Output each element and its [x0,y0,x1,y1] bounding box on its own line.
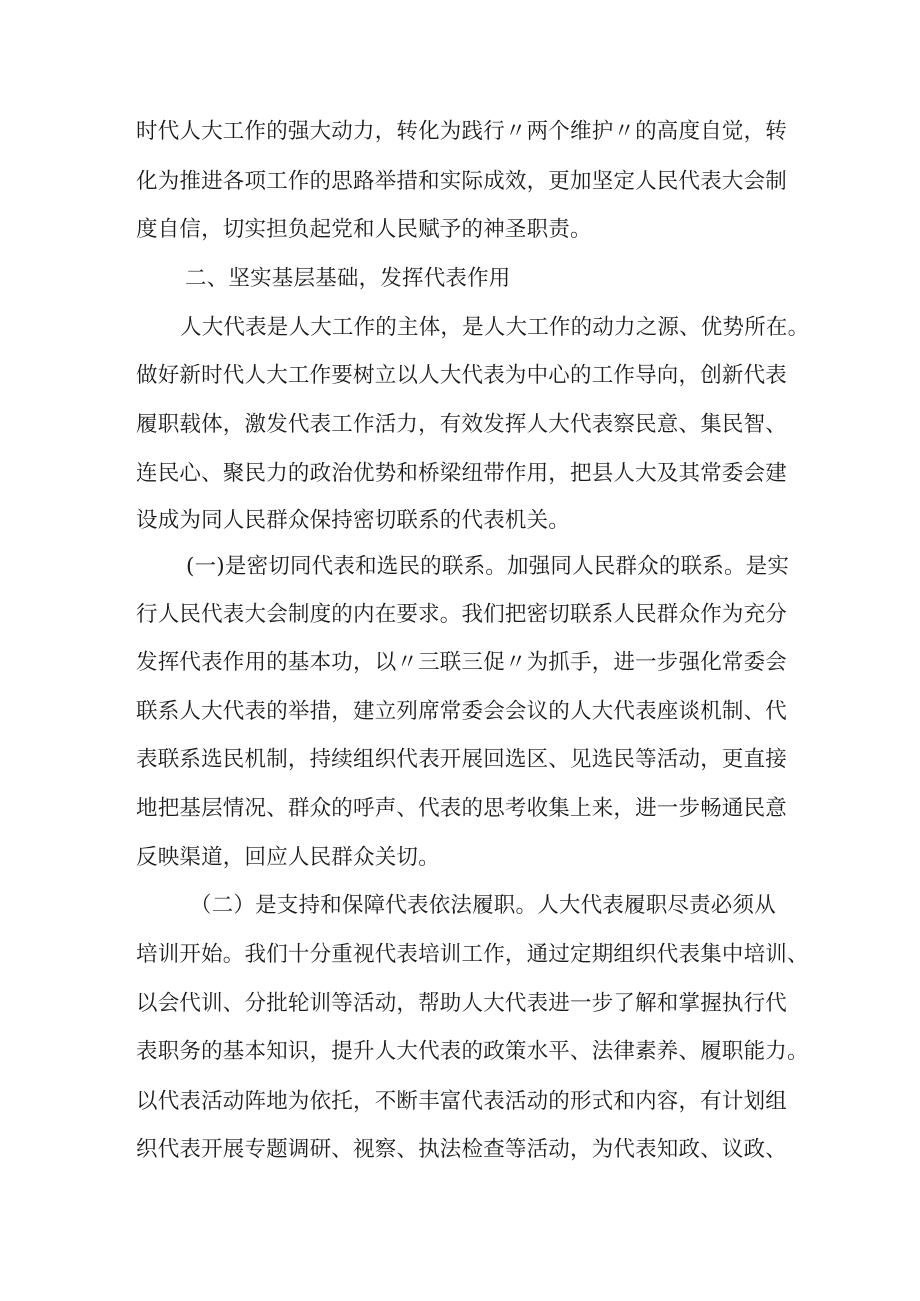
paragraph-line: 以会代训、分批轮训等活动，帮助人大代表进一步了解和掌握执行代 [136,991,788,1016]
paragraph-line: 发挥代表作用的基本功，以〃三联三促〃为抓手，进一步强化常委会 [136,650,788,675]
paragraph-line: 度自信，切实担负起党和人民赋予的神圣职责。 [136,217,592,242]
paragraph-line: 表联系选民机制，持续组织代表开展回选区、见选民等活动，更直接 [136,747,788,772]
paragraph-line: 表职务的基本知识，提升人大代表的政策水平、法律素养、履职能力。 [136,1039,809,1064]
paragraph-line: 做好新时代人大工作要树立以人大代表为中心的工作导向，创新代表 [136,363,788,388]
paragraph-line: 培训开始。我们十分重视代表培训工作，通过定期组织代表集中培训、 [136,942,809,967]
paragraph-line: 连民心、聚民力的政治优势和桥梁纽带作用，把县人大及其常委会建 [136,461,788,486]
paragraph-line: （二）是支持和保障代表依法履职。人大代表履职尽责必须从 [190,893,776,918]
paragraph-line: 织代表开展专题调研、视察、执法检查等活动，为代表知政、议政、 [136,1137,788,1162]
paragraph-line: 履职载体，激发代表工作活力，有效发挥人大代表察民意、集民智、 [136,412,788,437]
paragraph-line: (一)是密切同代表和选民的联系。加强同人民群众的联系。是实 [186,554,790,579]
paragraph-line: 人大代表是人大工作的主体，是人大工作的动力之源、优势所在。 [180,315,810,340]
section-heading: 二、坚实基层基础，发挥代表作用 [185,266,511,291]
paragraph-line: 行人民代表大会制度的内在要求。我们把密切联系人民群众作为充分 [136,602,788,627]
paragraph-line: 联系人大代表的举措，建立列席常委会会议的人大代表座谈机制、代 [136,699,788,724]
paragraph-line: 地把基层情况、群众的呼声、代表的思考收集上来，进一步畅通民意 [136,796,788,821]
paragraph-line: 设成为同人民群众保持密切联系的代表机关。 [136,508,571,533]
paragraph-line: 反映渠道，回应人民群众关切。 [136,845,440,870]
paragraph-line: 时代人大工作的强大动力，转化为践行〃两个维护〃的高度自觉，转 [136,119,788,144]
paragraph-line: 化为推进各项工作的思路举措和实际成效，更加坚定人民代表大会制 [136,169,788,194]
paragraph-line: 以代表活动阵地为依托，不断丰富代表活动的形式和内容，有计划组 [136,1089,788,1114]
